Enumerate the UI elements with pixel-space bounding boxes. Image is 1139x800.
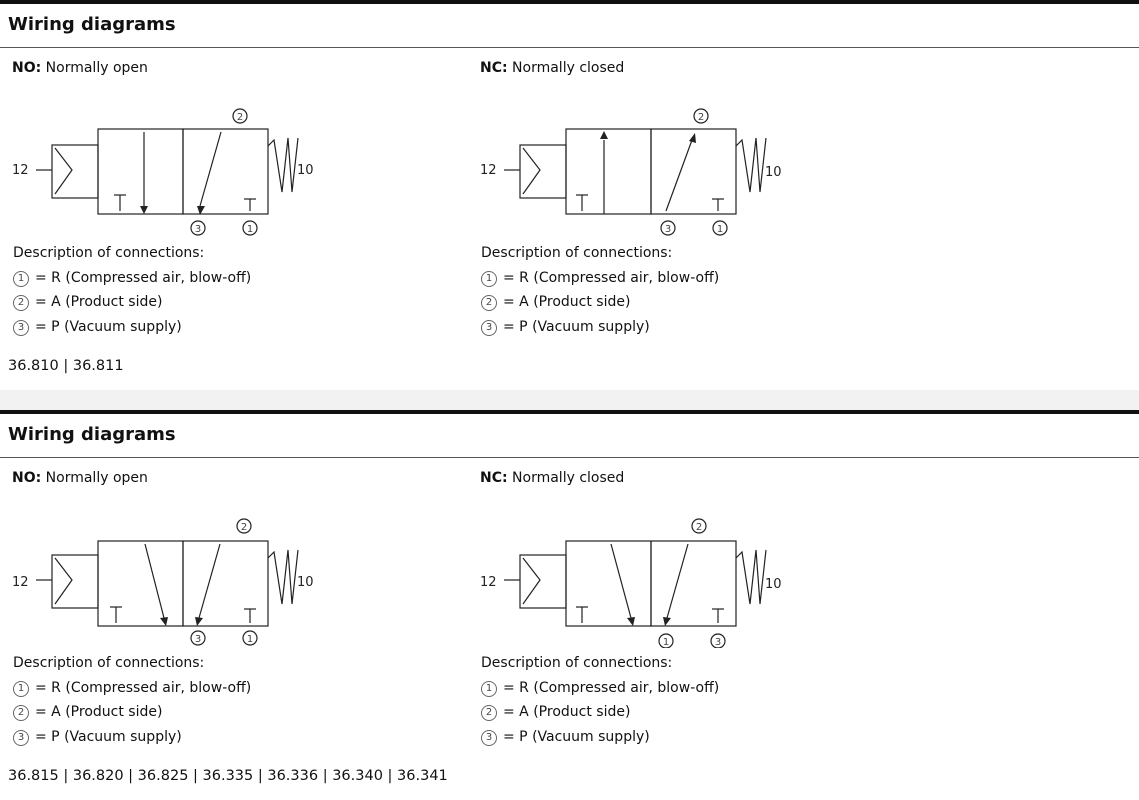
desc-item: 1 = R (Compressed air, blow-off)	[481, 676, 719, 701]
port-bottom-right-label: 1	[246, 634, 254, 645]
desc-item: 2 = A (Product side)	[13, 290, 251, 315]
port-bottom-right-label: 3	[714, 637, 722, 648]
port-control-label: 12	[12, 163, 29, 178]
desc-item: 3 = P (Vacuum supply)	[481, 725, 719, 750]
diagram-no	[12, 58, 472, 338]
desc-item: 1 = R (Compressed air, blow-off)	[13, 676, 251, 701]
desc-title: Description of connections:	[13, 245, 205, 261]
circled-number-icon: 1	[481, 271, 497, 287]
port-bottom-right-label: 1	[246, 224, 254, 235]
section-title: Wiring diagrams	[8, 424, 176, 445]
desc-item: 3 = P (Vacuum supply)	[13, 725, 251, 750]
desc-item: 1 = R (Compressed air, blow-off)	[13, 266, 251, 291]
part-numbers: 36.810 | 36.811	[8, 358, 124, 374]
section-title: Wiring diagrams	[8, 14, 176, 35]
connection-description	[481, 651, 719, 749]
port-bottom-right-label: 1	[716, 224, 724, 235]
part-numbers: 36.815 | 36.820 | 36.825 | 36.335 | 36.336 | 36.340 | 36.341	[8, 768, 448, 784]
section-gap	[0, 390, 1139, 410]
desc-item: 3 = P (Vacuum supply)	[481, 315, 719, 340]
section-divider	[0, 457, 1139, 458]
diagram-no	[12, 468, 472, 748]
port-bottom-left-label: 1	[662, 637, 670, 648]
diagram-subtitle	[480, 60, 624, 76]
section-divider	[0, 47, 1139, 48]
port-spring-label: 10	[297, 163, 314, 178]
valve-symbol	[12, 98, 332, 238]
circled-number-icon: 2	[13, 295, 29, 311]
circled-number-icon: 3	[481, 320, 497, 336]
mode-abbr: NC:	[480, 470, 508, 486]
diagram-subtitle	[480, 470, 624, 486]
desc-item: 2 = A (Product side)	[481, 290, 719, 315]
section-top-bar	[0, 410, 1139, 414]
port-top-label: 2	[697, 112, 705, 123]
circled-number-icon: 2	[481, 705, 497, 721]
section-top-bar	[0, 0, 1139, 4]
desc-title: Description of connections:	[481, 655, 673, 671]
connection-description	[13, 651, 251, 749]
port-top-label: 2	[240, 522, 248, 533]
desc-title: Description of connections:	[481, 245, 673, 261]
port-top-label: 2	[695, 522, 703, 533]
connection-description	[481, 241, 719, 339]
diagram-subtitle	[12, 60, 148, 76]
port-control-label: 12	[12, 575, 29, 590]
desc-item: 1 = R (Compressed air, blow-off)	[481, 266, 719, 291]
desc-item: 2 = A (Product side)	[481, 700, 719, 725]
diagram-nc	[480, 468, 940, 748]
mode-abbr: NC:	[480, 60, 508, 76]
port-bottom-left-label: 3	[664, 224, 672, 235]
valve-symbol	[480, 98, 800, 238]
circled-number-icon: 3	[481, 730, 497, 746]
port-top-label: 2	[236, 112, 244, 123]
circled-number-icon: 3	[13, 320, 29, 336]
mode-text: Normally open	[45, 470, 148, 486]
circled-number-icon: 2	[481, 295, 497, 311]
desc-item: 3 = P (Vacuum supply)	[13, 315, 251, 340]
connection-description	[13, 241, 251, 339]
mode-text: Normally closed	[512, 470, 625, 486]
port-bottom-left-label: 3	[194, 224, 202, 235]
circled-number-icon: 1	[481, 681, 497, 697]
port-spring-label: 10	[297, 575, 314, 590]
port-spring-label: 10	[765, 577, 782, 592]
wiring-section-2	[0, 410, 1139, 800]
valve-symbol	[480, 508, 800, 648]
wiring-section-1	[0, 0, 1139, 390]
mode-abbr: NO:	[12, 470, 42, 486]
port-control-label: 12	[480, 575, 497, 590]
circled-number-icon: 1	[13, 681, 29, 697]
circled-number-icon: 2	[13, 705, 29, 721]
port-spring-label: 10	[765, 165, 782, 180]
port-bottom-left-label: 3	[194, 634, 202, 645]
desc-title: Description of connections:	[13, 655, 205, 671]
diagram-subtitle	[12, 470, 148, 486]
circled-number-icon: 1	[13, 271, 29, 287]
diagram-nc	[480, 58, 940, 338]
valve-symbol	[12, 508, 332, 648]
port-control-label: 12	[480, 163, 497, 178]
circled-number-icon: 3	[13, 730, 29, 746]
mode-text: Normally closed	[512, 60, 625, 76]
mode-text: Normally open	[45, 60, 148, 76]
mode-abbr: NO:	[12, 60, 42, 76]
desc-item: 2 = A (Product side)	[13, 700, 251, 725]
